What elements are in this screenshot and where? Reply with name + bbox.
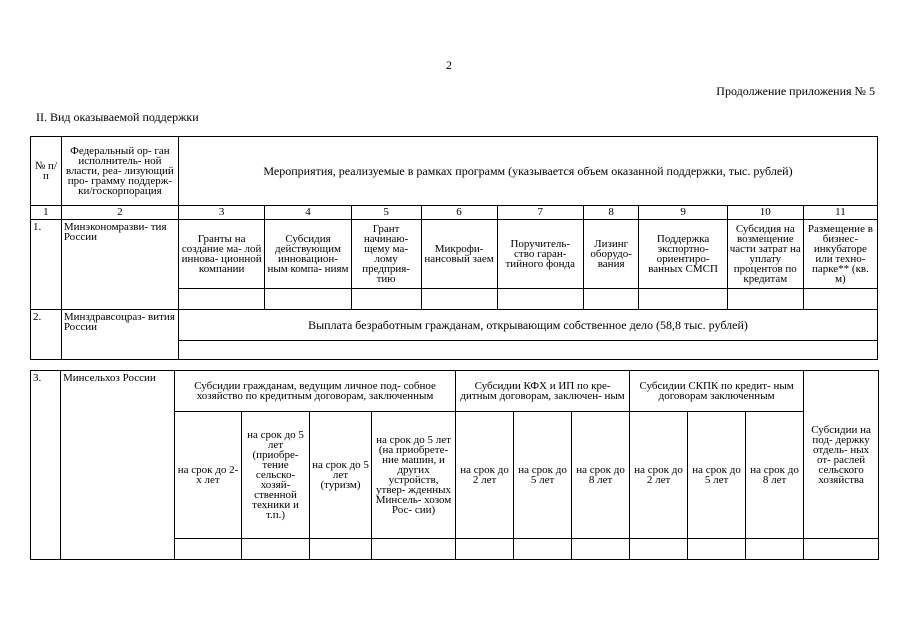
column-number-row — [31, 206, 878, 220]
last-col-header: Субсидии на под- держку отдель- ных от- раслей сельского хозяйства — [804, 371, 879, 539]
term-header: на срок до 5 лет (на приобрете- ние машин, и других устройств, утвер- жденных Минсель- хозом Рос- сии) — [372, 412, 456, 539]
value-cell — [639, 289, 727, 310]
row-number: 2. — [31, 310, 62, 360]
column-number: 5 — [351, 206, 421, 220]
agriculture-table — [30, 370, 879, 560]
column-number: 9 — [639, 206, 727, 220]
value-cell — [630, 539, 688, 560]
table-row — [31, 220, 878, 289]
header-row — [31, 137, 878, 206]
measure-cell: Лизинг оборудо- вания — [583, 220, 639, 289]
row-org: Минсельхоз России — [61, 371, 175, 560]
table-row — [31, 310, 878, 341]
column-number: 7 — [497, 206, 583, 220]
term-header: на срок до 5 лет (приобре- тение сельско- хозяй- ственной техники и т.п.) — [242, 412, 310, 539]
value-cell — [583, 289, 639, 310]
column-number: 8 — [583, 206, 639, 220]
column-number: 1 — [31, 206, 62, 220]
value-cell — [372, 539, 456, 560]
row-org: Минэкономразви- тия России — [61, 220, 178, 310]
value-cell — [804, 539, 879, 560]
appendix-continuation: Продолжение приложения № 5 — [716, 84, 875, 98]
term-header: на срок до 8 лет — [746, 412, 804, 539]
term-header: на срок до 2 лет — [630, 412, 688, 539]
measure-cell: Субсидия на возмещение части затрат на уплату процентов по кредитам — [727, 220, 803, 289]
column-number: 11 — [803, 206, 877, 220]
group-header: Субсидии СКПК по кредит- ным договорам заключенным — [630, 371, 804, 412]
column-number: 2 — [61, 206, 178, 220]
value-cell — [727, 289, 803, 310]
value-cell — [421, 289, 497, 310]
row-number: 3. — [31, 371, 61, 560]
col-org-header: Федеральный ор- ган исполнитель- ной власти, реа- лизующий про- грамму поддерж- ки/госкорпорация — [61, 137, 178, 206]
measure-cell: Микрофи- нансовый заем — [421, 220, 497, 289]
row-number: 1. — [31, 220, 62, 310]
measure-cell: Грант начинаю- щему ма- лому предприя- тию — [351, 220, 421, 289]
group-header: Субсидии гражданам, ведущим личное под- собное хозяйство по кредитным договорам, заключенным — [175, 371, 456, 412]
support-table — [30, 136, 878, 360]
value-cell — [514, 539, 572, 560]
value-cell — [351, 289, 421, 310]
measure-cell: Размещение в бизнес- инкубаторе или техно- парке** (кв. м) — [803, 220, 877, 289]
value-cell — [456, 539, 514, 560]
term-header: на срок до 2 лет — [456, 412, 514, 539]
term-header: на срок до 5 лет — [688, 412, 746, 539]
term-header: на срок до 5 лет — [514, 412, 572, 539]
value-cell — [178, 341, 877, 360]
column-number: 3 — [178, 206, 264, 220]
value-cell — [178, 289, 264, 310]
measure-cell: Гранты на создание ма- лой иннова- ционной компании — [178, 220, 264, 289]
page-number: 2 — [446, 58, 452, 72]
value-cell — [803, 289, 877, 310]
term-header: на срок до 5 лет (туризм) — [310, 412, 372, 539]
value-cell — [497, 289, 583, 310]
measure-cell: Поддержка экспортно- ориентиро- ванных СМСП — [639, 220, 727, 289]
value-cell — [572, 539, 630, 560]
column-number: 4 — [265, 206, 351, 220]
value-cell — [746, 539, 804, 560]
value-cell — [265, 289, 351, 310]
section-title: II. Вид оказываемой поддержки — [36, 110, 199, 124]
value-cell — [242, 539, 310, 560]
measure-cell: Поручитель- ство гаран- тийного фонда — [497, 220, 583, 289]
group-header: Субсидии КФХ и ИП по кре- дитным договорам, заключен- ным — [456, 371, 630, 412]
term-header: на срок до 2-х лет — [175, 412, 242, 539]
value-cell — [175, 539, 242, 560]
measure-cell: Субсидия действующим инновацион- ным компа- ниям — [265, 220, 351, 289]
term-header: на срок до 8 лет — [572, 412, 630, 539]
value-cell — [310, 539, 372, 560]
column-number: 10 — [727, 206, 803, 220]
measure-cell: Выплата безработным гражданам, открывающим собственное дело (58,8 тыс. рублей) — [178, 310, 877, 341]
value-cell — [688, 539, 746, 560]
col-measures-header: Мероприятия, реализуемые в рамках программ (указывается объем оказанной поддержки, тыс. рублей) — [178, 137, 877, 206]
row-org: Минздравсоцраз- вития России — [61, 310, 178, 360]
group-header-row — [31, 371, 879, 412]
column-number: 6 — [421, 206, 497, 220]
col-num-header: № п/п — [31, 137, 62, 206]
